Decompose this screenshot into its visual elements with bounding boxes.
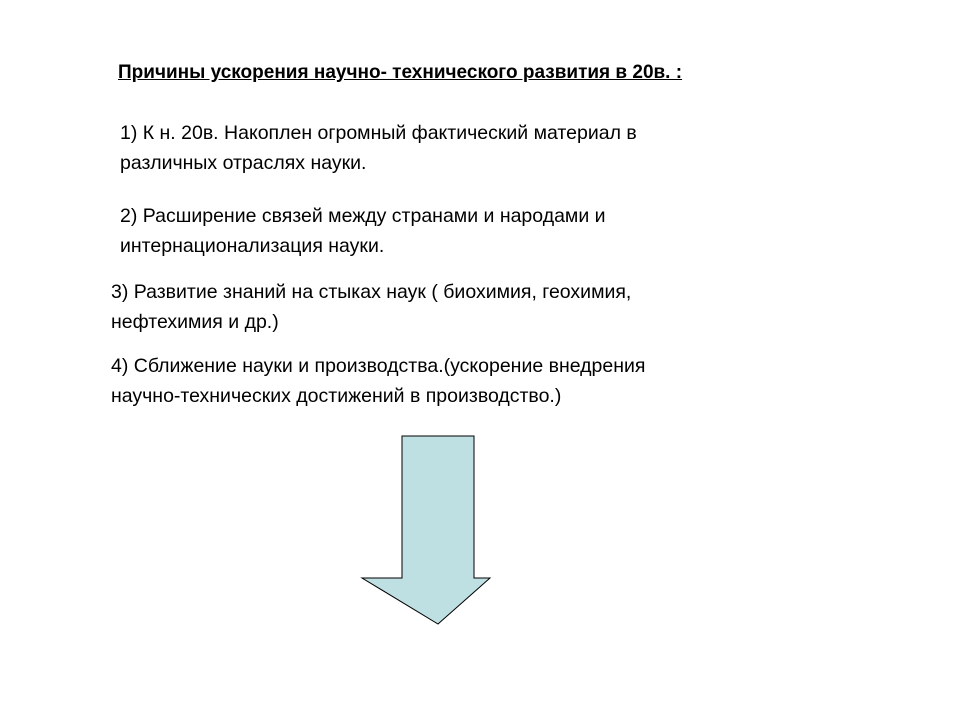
point-3-line-2: нефтехимия и др.) <box>111 311 279 333</box>
slide-title: Причины ускорения научно- технического развития в 20в. : <box>118 62 683 83</box>
point-3-line-1: 3) Развитие знаний на стыках наук ( биохимия, геохимия, <box>111 281 632 303</box>
point-1-line-2: различных отраслях науки. <box>120 152 367 174</box>
point-2-line-1: 2) Расширение связей между странами и народами и <box>120 205 606 227</box>
down-arrow-shape <box>362 436 490 624</box>
point-2 <box>120 201 820 261</box>
point-3 <box>111 277 811 337</box>
point-4 <box>111 351 811 411</box>
point-1-line-1: 1) К н. 20в. Накоплен огромный фактический материал в <box>120 122 637 144</box>
point-1 <box>120 118 820 178</box>
down-arrow-icon <box>360 432 492 628</box>
point-4-line-1: 4) Сближение науки и производства.(ускорение внедрения <box>111 355 646 377</box>
point-2-line-2: интернационализация науки. <box>120 235 385 257</box>
point-4-line-2: научно-технических достижений в производство.) <box>111 385 562 407</box>
